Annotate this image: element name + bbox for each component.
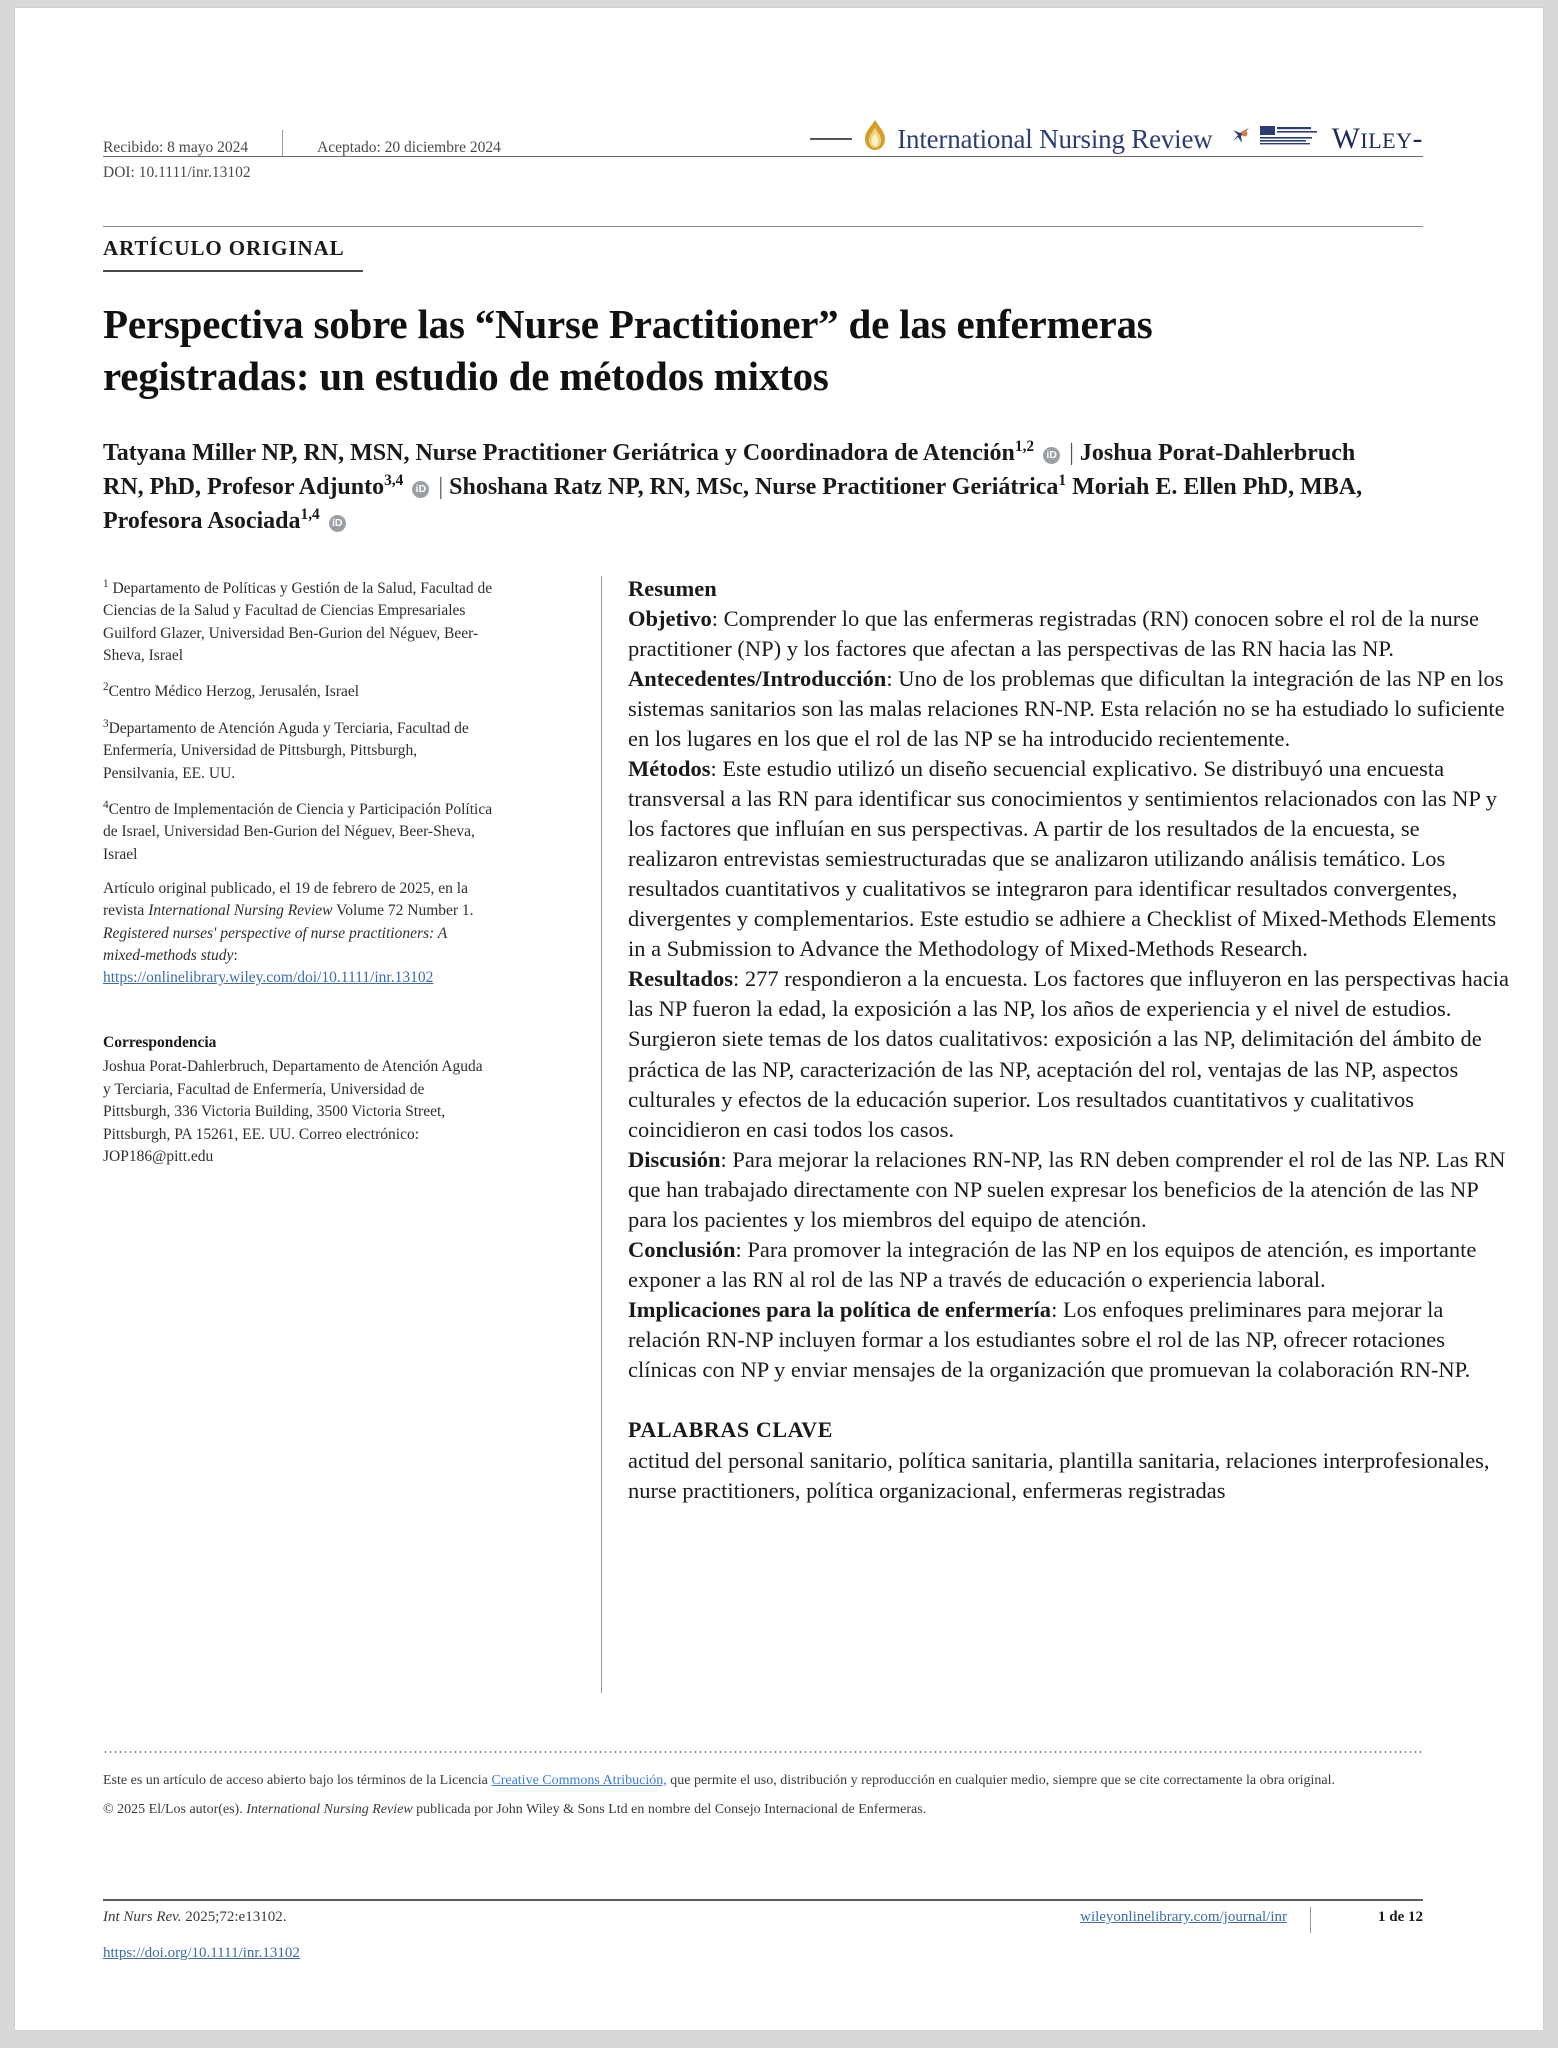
abstract-label-4: Discusión [628, 1146, 721, 1172]
logo-dash-icon [810, 138, 852, 140]
orcid-icon-4[interactable]: iD [329, 515, 346, 532]
abstract-label-3: Resultados [628, 966, 734, 992]
header-divider [282, 130, 283, 156]
abstract-label-0: Objetivo [628, 606, 712, 632]
keywords-heading: PALABRAS CLAVE [628, 1416, 834, 1442]
author-separator-1: | [1069, 440, 1074, 466]
license-line-1 [103, 1770, 1423, 1793]
abstract-text-5: : Para promover la integración de las NP en los equipos de atención, es importante exponer a las RN al rol de las NP a través de educación o experiencia laboral. [628, 1236, 1477, 1292]
abstract-section-implicaciones [628, 1295, 1513, 1385]
affiliation-text-3: Departamento de Atención Aguda y Terciaria, Facultad de Enfermería, Universidad de Pittsburgh, Pittsburgh, Pensilvania, EE. UU. [103, 720, 469, 782]
affiliation-2 [103, 679, 493, 703]
abstract-label-6: Implicaciones para la política de enfermería [628, 1296, 1052, 1322]
author-name-3: Shoshana Ratz NP, RN, MSc, Nurse Practitioner Geriátrica [449, 474, 1059, 501]
copyright-post: publicada por John Wiley & Sons Ltd en nombre del Consejo Internacional de Enfermeras. [412, 1801, 927, 1817]
header-rule [103, 156, 1423, 157]
page-number: 1 de 12 [1378, 1909, 1423, 1925]
abstract-heading [628, 574, 1513, 604]
doi-line: DOI: 10.1111/inr.13102 [103, 164, 251, 181]
license-dotted-rule [103, 1751, 1423, 1753]
received-date: Recibido: 8 mayo 2024 [103, 139, 249, 156]
orig-note-volume: Volume 72 Number 1. [332, 902, 474, 920]
original-publication-note [103, 878, 493, 990]
abstract-label-1: Antecedentes/Introducción [628, 666, 887, 692]
affiliation-text-4: Centro de Implementación de Ciencia y Participación Política de Israel, Universidad Ben-Gurion del Néguev, Beer-Sheva, Israel [103, 801, 493, 863]
abstract-section-antecedentes [628, 664, 1513, 754]
original-article-link[interactable]: https://onlinelibrary.wiley.com/doi/10.1111/inr.13102 [103, 969, 434, 987]
abstract-label-5: Conclusión [628, 1236, 736, 1262]
orig-note-colon: : [233, 947, 238, 964]
page-title: Perspectiva sobre las “Nurse Practitioner” de las enfermeras registradas: un estudio de métodos mixtos [103, 301, 1153, 400]
copyright-pre: © 2025 El/Los autor(es). [103, 1801, 247, 1817]
affiliation-1 [103, 576, 493, 667]
orig-note-lead: Artículo original publicado, el 19 de febrero de 2025, en la revista [103, 880, 468, 920]
orig-note-journal: International Nursing Review [148, 902, 333, 920]
correspondence-body: Joshua Porat-Dahlerbruch, Departamento de Atención Aguda y Terciaria, Facultad de Enfermería, Universidad de Pittsburgh, 336 Victoria Building, 3500 Victoria Street, Pittsburgh, PA 15261, EE. UU. Correo electrónico: JOP186@pitt.edu [103, 1057, 483, 1166]
license-post: que permite el uso, distribución y reproducción en cualquier medio, siempre que se cite correctamente la obra original. [666, 1773, 1335, 1788]
author-name-2: Joshua Porat-Dahlerbruch RN, PhD, Profesor Adjunto [103, 440, 1356, 501]
abstract-section-resultados [628, 964, 1513, 1144]
received-accepted-group [103, 126, 501, 157]
affiliation-text-2: Centro Médico Herzog, Jerusalén, Israel [108, 683, 360, 701]
abstract-text-0: : Comprender lo que las enfermeras registradas (RN) conocen sobre el rol de la nurse practitioner (NP) y los factores que afectan a las perspectivas de las RN hacia las NP. [628, 606, 1479, 662]
abstract-label-2: Métodos [628, 756, 711, 782]
article-type-rule-top [103, 226, 1423, 227]
footer-doi-link[interactable]: https://doi.org/10.1111/inr.13102 [103, 1945, 300, 1961]
author-name-4: Moriah E. Ellen PhD, MBA, Profesora Asociada [103, 474, 1363, 535]
author-affil-sup-1: 1,2 [1014, 438, 1035, 455]
affiliation-sup-1: 1 [103, 578, 109, 590]
orcid-icon-1[interactable]: iD [1043, 447, 1060, 464]
journal-name: International Nursing Review [897, 123, 1213, 154]
abstract-section-discusion [628, 1145, 1513, 1235]
author-list [103, 436, 1393, 538]
affiliation-sup-4: 4 [103, 798, 109, 811]
footer-citation-journal: Int Nurs Rev. [103, 1909, 182, 1925]
footer-divider [1310, 1907, 1311, 1933]
license-pre: Este es un artículo de acceso abierto bajo los términos de la Licencia [103, 1773, 492, 1788]
icn-bird-icon [1229, 124, 1253, 155]
affiliation-4 [103, 797, 493, 866]
keywords-list: actitud del personal sanitario, política sanitaria, plantilla sanitaria, relaciones interprofesionales, nurse practitioners, política organizacional, enfermeras registradas [628, 1448, 1490, 1504]
license-block [103, 1770, 1423, 1827]
abstract-section-conclusion [628, 1235, 1513, 1295]
affiliation-3 [103, 716, 493, 785]
accepted-date: Aceptado: 20 diciembre 2024 [317, 139, 501, 156]
abstract-section-metodos [628, 754, 1513, 964]
abstract-text-6: : Los enfoques preliminares para mejorar la relación RN-NP incluyen formar a los estudiantes sobre el rol de las NP, ofrecer rotaciones clínicas con NP y enviar mensajes de la organización que promuevan la colaboración RN-NP. [628, 1296, 1471, 1382]
orig-note-title: Registered nurses' perspective of nurse practitioners: A mixed-methods study [103, 924, 447, 964]
article-type-rule-bottom [103, 270, 363, 272]
author-affil-sup-3: 1 [1058, 472, 1067, 490]
page-content [103, 8, 1509, 2030]
copyright-journal: International Nursing Review [246, 1801, 413, 1817]
license-line-2 [103, 1799, 1423, 1822]
journal-logo-cluster [810, 118, 1423, 160]
affiliations-column [103, 576, 493, 1181]
affiliation-sup-2: 2 [103, 681, 109, 694]
author-affil-sup-4: 1,4 [300, 506, 320, 524]
abstract-text-3: : 277 respondieron a la encuesta. Los factores que influyeron en las perspectivas hacia las NP fueron la edad, la exposición a las NP, los años de experiencia y el nivel de estudios. Surgieron siete temas de los datos cualitativos: exposición a las NP, delimitación del ámbito de práctica de las NP, caracterización de las NP, aceptación del rol, ventajas de las NP, aspectos culturales y efectos de la educación superior. Los resultados cuantitativos y cualitativos coincidieron en casi todos los casos. [628, 966, 1509, 1142]
footer-journal-url[interactable]: wileyonlinelibrary.com/journal/inr [1080, 1909, 1287, 1925]
icn-wordmark-icon [1260, 126, 1318, 153]
abstract-text-1: : Uno de los problemas que dificultan la integración de las NP en los sistemas sanitarios son las malas relaciones RN-NP. Esta relación no se ha estudiado lo suficiente en los lugares en los que el rol de las NP se ha introducido recientemente. [628, 666, 1505, 752]
abstract-section-objetivo [628, 604, 1513, 664]
footer-rule [103, 1899, 1423, 1901]
document-page [15, 8, 1543, 2030]
affiliation-sup-3: 3 [103, 717, 109, 730]
column-divider [601, 576, 602, 1693]
author-separator-2: | [438, 474, 444, 501]
abstract-text-2: : Este estudio utilizó un diseño secuencial explicativo. Se distribuyó una encuesta transversal a las RN para identificar sus conocimientos y sentimientos relacionados con las NP y los factores que influían en sus perspectivas. A partir de los resultados de la encuesta, se realizaron entrevistas semiestructuradas que se analizaron utilizando análisis temático. Los resultados cuantitativos y cualitativos se integraron para identificar resultados convergentes, divergentes y complementarios. Este estudio se adhiere a Checklist of Mixed-Methods Elements in a Submission to Advance the Methodology of Mixed-Methods Research. [628, 756, 1497, 962]
publisher-wordmark: WILEY- [1331, 122, 1423, 155]
creative-commons-link[interactable]: Creative Commons Atribución, [491, 1773, 667, 1788]
page-footer [103, 1909, 1423, 1961]
flame-icon [862, 119, 888, 160]
article-type: ARTÍCULO ORIGINAL [103, 236, 345, 260]
footer-citation [103, 1909, 286, 1926]
abstract-column [628, 574, 1513, 1506]
author-name-1: Tatyana Miller NP, RN, MSN, Nurse Practitioner Geriátrica y Coordinadora de Atención [103, 440, 1015, 466]
affiliation-text-1: Departamento de Políticas y Gestión de la Salud, Facultad de Ciencias de la Salud y Facultad de Ciencias Empresariales Guilford Glazer, Universidad Ben-Gurion del Néguev, Beer-Sheva, Israel [103, 580, 493, 665]
orcid-icon-2[interactable]: iD [412, 481, 429, 498]
footer-citation-rest: 2025;72:e13102. [181, 1909, 287, 1925]
abstract-heading-text: Resumen [628, 576, 717, 601]
correspondence-heading: Correspondencia [103, 1033, 217, 1051]
abstract-text-4: : Para mejorar la relaciones RN-NP, las RN deben comprender el rol de las NP. Las RN que han trabajado directamente con NP suelen expresar los beneficios de la atención de las NP para los pacientes y los miembros del equipo de atención. [628, 1146, 1506, 1232]
author-affil-sup-2: 3,4 [384, 472, 404, 490]
